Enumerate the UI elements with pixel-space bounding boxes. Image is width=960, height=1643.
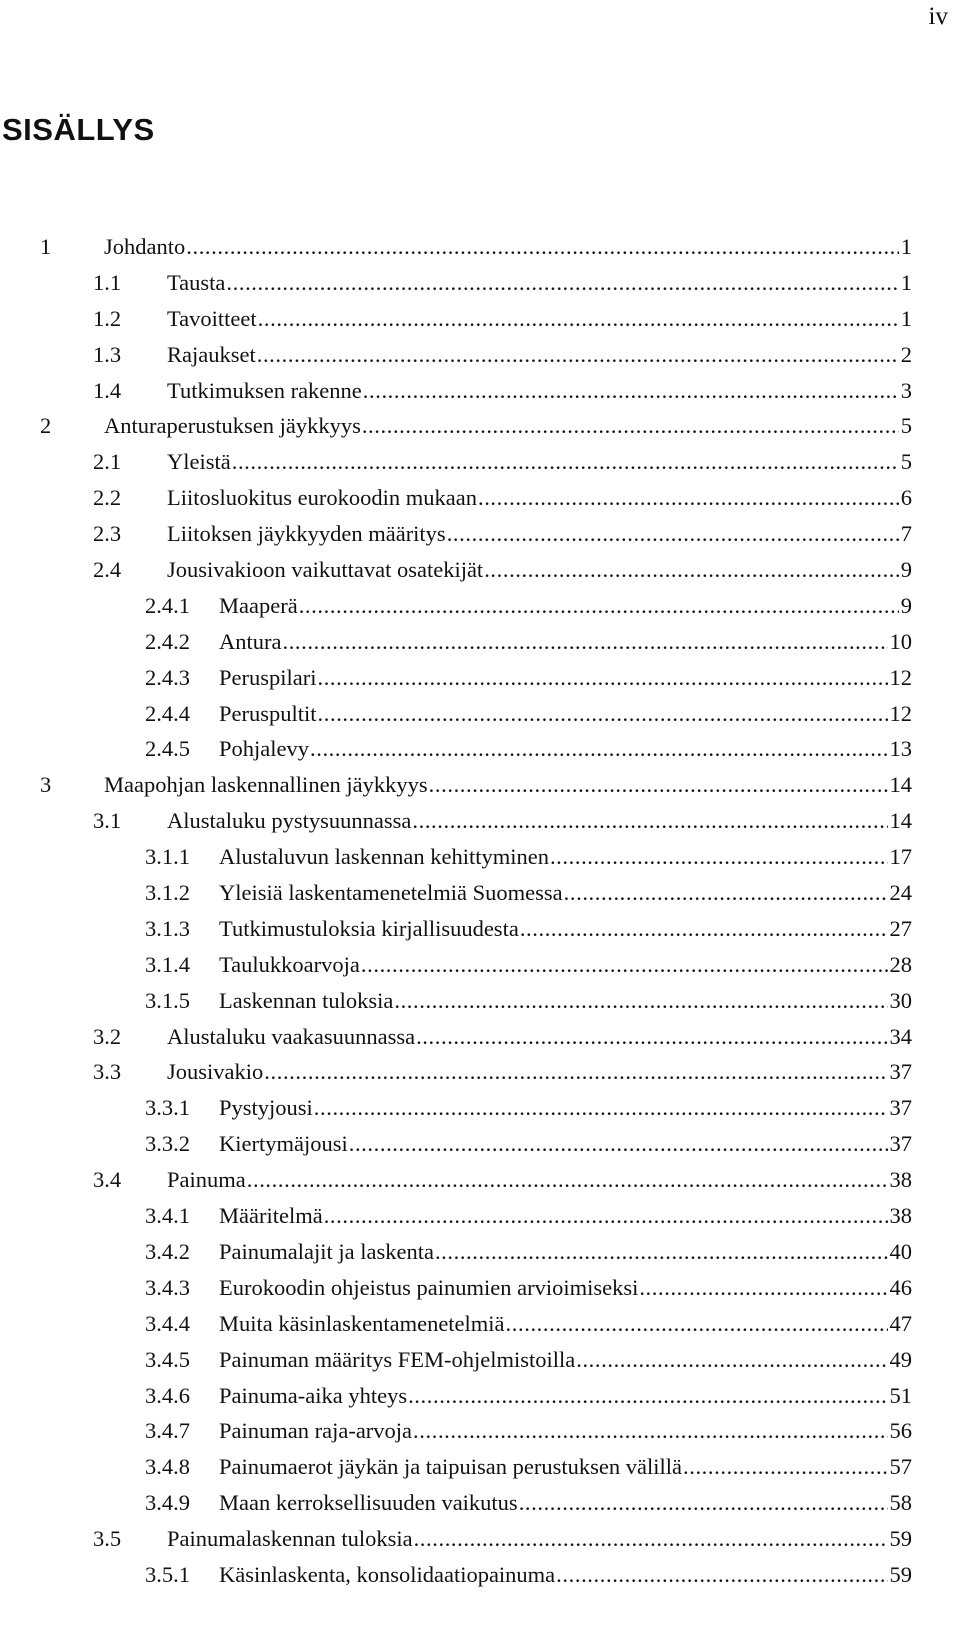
toc-entry-number: 3.1.5: [145, 987, 190, 1013]
toc-entry-title: Tavoitteet: [167, 305, 257, 331]
toc-entry-line: [167, 373, 912, 409]
toc-dot-leader: [324, 1198, 888, 1234]
toc-entry-title: Laskennan tuloksia: [219, 987, 394, 1013]
toc-entry-title: Yleistä: [167, 449, 231, 475]
toc-entry-page: 12: [889, 664, 912, 690]
toc-entry[interactable]: [0, 1054, 960, 1090]
toc-dot-leader: [414, 1521, 888, 1557]
toc-entry[interactable]: [0, 1162, 960, 1198]
toc-entry-number: 2.4.3: [145, 664, 190, 690]
toc-dot-leader: [264, 1054, 887, 1090]
toc-entry[interactable]: [0, 480, 960, 516]
toc-dot-leader: [257, 337, 899, 373]
toc-entry-title: Maaperä: [219, 592, 298, 618]
toc-entry-line: [219, 1449, 912, 1485]
toc-entry-title: Jousivakio: [167, 1059, 264, 1085]
toc-entry-number: 3.4.3: [145, 1274, 190, 1300]
toc-entry-title: Painuman raja-arvoja: [219, 1418, 413, 1444]
toc-entry-line: [219, 1342, 912, 1378]
toc-entry[interactable]: [0, 229, 960, 265]
toc-dot-leader: [317, 660, 887, 696]
toc-dot-leader: [299, 588, 899, 624]
toc-entry-line: [219, 875, 912, 911]
toc-entry-page: 1: [900, 269, 912, 295]
toc-entry[interactable]: [0, 1485, 960, 1521]
toc-entry-line: [167, 265, 912, 301]
toc-entry-number: 2.4: [93, 557, 122, 583]
toc-entry-page: 2: [900, 341, 912, 367]
toc-entry[interactable]: [0, 516, 960, 552]
toc-dot-leader: [576, 1342, 887, 1378]
toc-entry-page: 5: [900, 449, 912, 475]
toc-entry-number: 2.4.1: [145, 592, 190, 618]
toc-dot-leader: [435, 1234, 888, 1270]
toc-entry-page: 12: [889, 700, 912, 726]
toc-entry-title: Peruspilari: [219, 664, 317, 690]
toc-entry-number: 2.2: [93, 485, 122, 511]
toc-entry[interactable]: [0, 1342, 960, 1378]
toc-entry-page: 1: [900, 234, 912, 259]
toc-entry-title: Tutkimustuloksia kirjallisuudesta: [219, 915, 519, 941]
toc-entry-line: [219, 1557, 912, 1593]
toc-entry-title: Liitoksen jäykkyyden määritys: [167, 521, 446, 547]
toc-entry[interactable]: [0, 373, 960, 409]
toc-entry-title: Antura: [219, 628, 282, 654]
toc-dot-leader: [412, 803, 887, 839]
toc-entry-number: 3.5.1: [145, 1561, 190, 1587]
table-of-contents: [0, 229, 960, 1593]
toc-entry[interactable]: [0, 1413, 960, 1449]
toc-entry-number: 1.3: [93, 341, 122, 367]
toc-entry-title: Yleisiä laskentamenetelmiä Suomessa: [219, 880, 563, 906]
toc-entry-title: Painuma-aika yhteys: [219, 1382, 408, 1408]
toc-entry[interactable]: [0, 1234, 960, 1270]
toc-entry-title: Painuma: [167, 1167, 246, 1193]
toc-entry-line: [219, 731, 912, 767]
toc-entry-line: [219, 1378, 912, 1414]
toc-entry-line: [219, 983, 912, 1019]
toc-entry[interactable]: [0, 1521, 960, 1557]
toc-entry-line: [219, 696, 912, 732]
toc-dot-leader: [394, 983, 887, 1019]
toc-entry-title: Painumaerot jäykän ja taipuisan perustuksen välillä: [219, 1454, 682, 1480]
toc-entry-number: 3.3.2: [145, 1131, 190, 1157]
toc-dot-leader: [556, 1557, 887, 1593]
toc-entry-number: 3.4.5: [145, 1346, 190, 1372]
toc-entry-number: 2.4.5: [145, 736, 190, 762]
toc-entry-line: [167, 1054, 912, 1090]
toc-entry-page: 24: [889, 880, 912, 906]
toc-dot-leader: [520, 911, 888, 947]
toc-entry-line: [167, 1162, 912, 1198]
toc-entry-page: 14: [889, 772, 912, 798]
toc-dot-leader: [226, 265, 898, 301]
toc-entry-title: Määritelmä: [219, 1203, 323, 1229]
toc-entry[interactable]: [0, 947, 960, 983]
toc-entry-number: 3.1.3: [145, 915, 190, 941]
toc-entry[interactable]: [0, 265, 960, 301]
toc-dot-leader: [247, 1162, 888, 1198]
toc-entry-line: [167, 480, 912, 516]
toc-entry-page: 13: [889, 736, 912, 762]
toc-entry-number: 3.4.9: [145, 1490, 190, 1516]
toc-entry-page: 38: [889, 1167, 912, 1193]
toc-entry-page: 5: [900, 413, 912, 439]
toc-dot-leader: [550, 839, 888, 875]
toc-entry-page: 27: [889, 915, 912, 941]
toc-entry-title: Tausta: [167, 269, 226, 295]
toc-entry-title: Alustaluku pystysuunnassa: [167, 808, 412, 834]
toc-entry[interactable]: [0, 1019, 960, 1055]
toc-entry[interactable]: [0, 1270, 960, 1306]
toc-entry-page: 17: [889, 844, 912, 870]
toc-entry-line: [167, 1019, 912, 1055]
toc-entry-page: 59: [889, 1526, 912, 1552]
toc-entry-number: 1.4: [93, 377, 122, 403]
toc-entry-line: [219, 1234, 912, 1270]
toc-dot-leader: [408, 1378, 887, 1414]
toc-entry[interactable]: [0, 875, 960, 911]
toc-entry-page: 37: [889, 1059, 912, 1085]
page-number: iv: [928, 3, 948, 30]
toc-entry-page: 57: [889, 1454, 912, 1480]
toc-entry-number: 2.3: [93, 521, 122, 547]
toc-entry-line: [219, 660, 912, 696]
toc-entry-page: 6: [900, 485, 912, 511]
toc-entry-page: 3: [900, 377, 912, 403]
toc-entry-line: [219, 1485, 912, 1521]
toc-entry-number: 3.3: [93, 1059, 122, 1085]
toc-entry-title: Liitosluokitus eurokoodin mukaan: [167, 485, 477, 511]
toc-entry-number: 3.4: [93, 1167, 122, 1193]
toc-entry[interactable]: [0, 803, 960, 839]
toc-dot-leader: [282, 624, 887, 660]
toc-entry-number: 3.1.4: [145, 951, 190, 977]
toc-entry-title: Pystyjousi: [219, 1095, 313, 1121]
toc-dot-leader: [314, 1090, 888, 1126]
toc-entry[interactable]: [0, 1090, 960, 1126]
toc-dot-leader: [232, 444, 899, 480]
toc-entry[interactable]: [0, 696, 960, 732]
toc-entry[interactable]: [0, 408, 960, 444]
toc-entry-page: 14: [889, 808, 912, 834]
toc-dot-leader: [506, 1306, 888, 1342]
toc-entry-line: [104, 229, 912, 265]
toc-entry-title: Eurokoodin ohjeistus painumien arvioimiseksi: [219, 1274, 639, 1300]
toc-entry-line: [219, 1306, 912, 1342]
toc-entry-line: [219, 1198, 912, 1234]
toc-entry[interactable]: [0, 588, 960, 624]
toc-entry[interactable]: [0, 839, 960, 875]
toc-dot-leader: [416, 1019, 887, 1055]
toc-entry-page: 37: [889, 1095, 912, 1121]
toc-entry-number: 3.3.1: [145, 1095, 190, 1121]
toc-entry-page: 37: [889, 1131, 912, 1157]
toc-entry-line: [219, 588, 912, 624]
toc-entry-line: [219, 1126, 912, 1162]
toc-entry-line: [167, 552, 912, 588]
toc-dot-leader: [361, 947, 888, 983]
toc-dot-leader: [683, 1449, 888, 1485]
toc-entry-line: [104, 767, 912, 803]
toc-entry-page: 49: [889, 1346, 912, 1372]
toc-entry-title: Taulukkoarvoja: [219, 951, 360, 977]
toc-dot-leader: [564, 875, 888, 911]
toc-dot-leader: [186, 229, 899, 265]
toc-entry-title: Jousivakioon vaikuttavat osatekijät: [167, 557, 484, 583]
toc-entry-number: 3.5: [93, 1526, 122, 1552]
toc-entry-title: Maan kerroksellisuuden vaikutus: [219, 1490, 518, 1516]
toc-entry-line: [167, 1521, 912, 1557]
toc-entry-title: Painumalaskennan tuloksia: [167, 1526, 413, 1552]
toc-entry[interactable]: [0, 660, 960, 696]
toc-dot-leader: [519, 1485, 888, 1521]
toc-entry-title: Alustaluku vaakasuunnassa: [167, 1023, 416, 1049]
toc-entry-number: 2: [40, 413, 52, 439]
toc-entry[interactable]: [0, 731, 960, 767]
toc-entry-number: 3.4.1: [145, 1203, 190, 1229]
toc-entry-title: Pohjalevy: [219, 736, 309, 762]
toc-entry-number: 1.2: [93, 305, 122, 331]
toc-dot-leader: [447, 516, 899, 552]
toc-entry-number: 2.1: [93, 449, 122, 475]
toc-entry-number: 3.1.1: [145, 844, 190, 870]
toc-entry-line: [167, 803, 912, 839]
toc-entry-number: 1.1: [93, 269, 122, 295]
toc-dot-leader: [429, 767, 888, 803]
toc-entry-page: 28: [889, 951, 912, 977]
toc-entry[interactable]: [0, 1378, 960, 1414]
toc-entry-title: Painuman määritys FEM-ohjelmistoilla: [219, 1346, 576, 1372]
toc-entry[interactable]: [0, 1126, 960, 1162]
toc-entry-number: 3.4.8: [145, 1454, 190, 1480]
toc-entry-page: 34: [889, 1023, 912, 1049]
toc-entry[interactable]: [0, 624, 960, 660]
toc-entry-line: [219, 1270, 912, 1306]
toc-entry-title: Tutkimuksen rakenne: [167, 377, 362, 403]
toc-entry-line: [167, 337, 912, 373]
toc-dot-leader: [349, 1126, 888, 1162]
toc-entry-page: 9: [900, 557, 912, 583]
toc-dot-leader: [639, 1270, 887, 1306]
toc-entry-page: 10: [889, 628, 912, 654]
toc-entry[interactable]: [0, 1198, 960, 1234]
toc-entry-number: 3.1: [93, 808, 122, 834]
toc-entry-number: 3.4.7: [145, 1418, 190, 1444]
toc-entry-line: [167, 516, 912, 552]
toc-entry-title: Muita käsinlaskentamenetelmiä: [219, 1310, 505, 1336]
toc-entry[interactable]: [0, 337, 960, 373]
toc-entry-title: Käsinlaskenta, konsolidaatiopainuma: [219, 1561, 556, 1587]
toc-entry-title: Anturaperustuksen jäykkyys: [104, 413, 361, 439]
toc-entry[interactable]: [0, 552, 960, 588]
toc-entry-line: [219, 1090, 912, 1126]
toc-entry-page: 7: [900, 521, 912, 547]
toc-entry-page: 46: [889, 1274, 912, 1300]
toc-entry-line: [219, 911, 912, 947]
toc-entry-page: 58: [889, 1490, 912, 1516]
toc-dot-leader: [413, 1413, 887, 1449]
toc-entry-line: [219, 624, 912, 660]
toc-dot-leader: [310, 731, 888, 767]
toc-entry[interactable]: [0, 983, 960, 1019]
toc-entry[interactable]: [0, 444, 960, 480]
toc-entry-page: 47: [889, 1310, 912, 1336]
toc-entry[interactable]: [0, 911, 960, 947]
toc-entry-page: 51: [889, 1382, 912, 1408]
toc-entry-page: 9: [900, 592, 912, 618]
toc-entry-number: 3: [40, 772, 52, 798]
toc-entry-line: [219, 1413, 912, 1449]
toc-entry-title: Peruspultit: [219, 700, 317, 726]
toc-entry-line: [167, 444, 912, 480]
toc-entry-title: Painumalajit ja laskenta: [219, 1238, 434, 1264]
toc-entry-title: Maapohjan laskennallinen jäykkyys: [104, 772, 428, 798]
toc-entry[interactable]: [0, 1306, 960, 1342]
toc-entry-title: Alustaluvun laskennan kehittyminen: [219, 844, 549, 870]
toc-entry[interactable]: [0, 1557, 960, 1593]
toc-entry-title: Kiertymäjousi: [219, 1131, 348, 1157]
toc-entry[interactable]: [0, 1449, 960, 1485]
toc-entry[interactable]: [0, 301, 960, 337]
toc-entry-title: Johdanto: [104, 234, 186, 259]
toc-dot-leader: [478, 480, 899, 516]
toc-entry-page: 56: [889, 1418, 912, 1444]
toc-entry-title: Rajaukset: [167, 341, 256, 367]
toc-entry-number: 3.4.2: [145, 1238, 190, 1264]
toc-entry-line: [219, 947, 912, 983]
toc-entry-number: 3.4.4: [145, 1310, 190, 1336]
toc-dot-leader: [258, 301, 899, 337]
toc-entry-line: [104, 408, 912, 444]
page-title: SISÄLLYS: [2, 112, 155, 147]
toc-entry-number: 3.2: [93, 1023, 122, 1049]
toc-entry[interactable]: [0, 767, 960, 803]
toc-entry-line: [219, 839, 912, 875]
toc-entry-number: 2.4.2: [145, 628, 190, 654]
toc-entry-page: 59: [889, 1561, 912, 1587]
toc-entry-number: 3.1.2: [145, 880, 190, 906]
toc-entry-page: 1: [900, 305, 912, 331]
toc-dot-leader: [318, 696, 888, 732]
toc-entry-number: 1: [40, 234, 52, 259]
toc-dot-leader: [363, 373, 899, 409]
toc-entry-number: 3.4.6: [145, 1382, 190, 1408]
toc-entry-page: 30: [889, 987, 912, 1013]
toc-dot-leader: [362, 408, 899, 444]
toc-entry-number: 2.4.4: [145, 700, 190, 726]
toc-entry-page: 38: [889, 1203, 912, 1229]
toc-entry-line: [167, 301, 912, 337]
toc-dot-leader: [484, 552, 899, 588]
toc-entry-page: 40: [889, 1238, 912, 1264]
